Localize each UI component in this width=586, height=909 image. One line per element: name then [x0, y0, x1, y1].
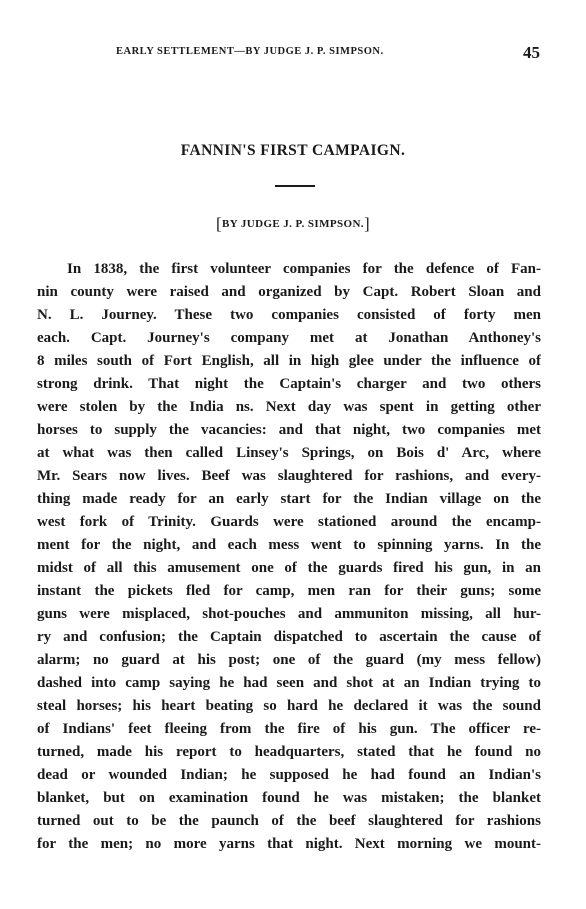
text-line: N. L. Journey. These two companies consisted of forty men: [37, 307, 541, 323]
text-line: strong drink. That night the Captain's charger and two others: [37, 376, 541, 392]
text-line: guns were misplaced, shot-pouches and ammuniton missing, all hur-: [37, 606, 541, 622]
text-line: each. Capt. Journey's company met at Jonathan Anthoney's: [37, 330, 541, 346]
byline-text: BY JUDGE J. P. SIMPSON.: [222, 218, 364, 230]
text-line: midst of all this amusement one of the guards fired his gun, in an: [37, 560, 541, 576]
text-line: In 1838, the first volunteer companies for the defence of Fan-: [67, 261, 541, 277]
text-line: instant the pickets fled for camp, men ran for their guns; some: [37, 583, 541, 599]
text-line: Mr. Sears now lives. Beef was slaughtered for rashions, and every-: [37, 468, 541, 484]
text-line: thing made ready for an early start for the Indian village on the: [37, 491, 541, 507]
running-head: [36, 43, 540, 62]
text-line: dead or wounded Indian; he supposed he had found an Indian's: [37, 767, 541, 783]
text-line: at what was then called Linsey's Springs, on Bois d' Arc, where: [37, 445, 541, 461]
text-line: ment for the night, and each mess went to spinning yarns. In the: [37, 537, 541, 553]
chapter-title: FANNIN'S FIRST CAMPAIGN.: [180, 142, 406, 159]
text-line: 8 miles south of Fort English, all in high glee under the influence of: [37, 353, 541, 369]
body-paragraph: [37, 258, 541, 856]
byline-close-bracket: ]: [363, 214, 371, 233]
text-line: nin county were raised and organized by Capt. Robert Sloan and: [37, 284, 541, 300]
text-line: for the men; no more yarns that night. Next morning we mount-: [37, 836, 541, 852]
byline-open-bracket: [: [215, 214, 223, 233]
byline: [0, 214, 586, 234]
text-line: of Indians' feet fleeing from the fire of his gun. The officer re-: [37, 721, 541, 737]
running-title: EARLY SETTLEMENT—BY JUDGE J. P. SIMPSON.: [116, 46, 384, 57]
page-number: 45: [523, 43, 540, 62]
text-line: steal horses; his heart beating so hard he declared it was the sound: [37, 698, 541, 714]
text-line: blanket, but on examination found he was mistaken; the blanket: [37, 790, 541, 806]
text-line: turned out to be the paunch of the beef slaughtered for rashions: [37, 813, 541, 829]
text-line: dashed into camp saying he had seen and shot at an Indian trying to: [37, 675, 541, 691]
text-line: ry and confusion; the Captain dispatched to ascertain the cause of: [37, 629, 541, 645]
text-line: horses to supply the vacancies: and that night, two companies met: [37, 422, 541, 438]
text-line: alarm; no guard at his post; one of the guard (my mess fellow): [37, 652, 541, 668]
title-rule: [275, 185, 315, 187]
text-line: west fork of Trinity. Guards were stationed around the encamp-: [37, 514, 541, 530]
text-line: were stolen by the India ns. Next day was spent in getting other: [37, 399, 541, 415]
text-line: turned, made his report to headquarters, stated that he found no: [37, 744, 541, 760]
